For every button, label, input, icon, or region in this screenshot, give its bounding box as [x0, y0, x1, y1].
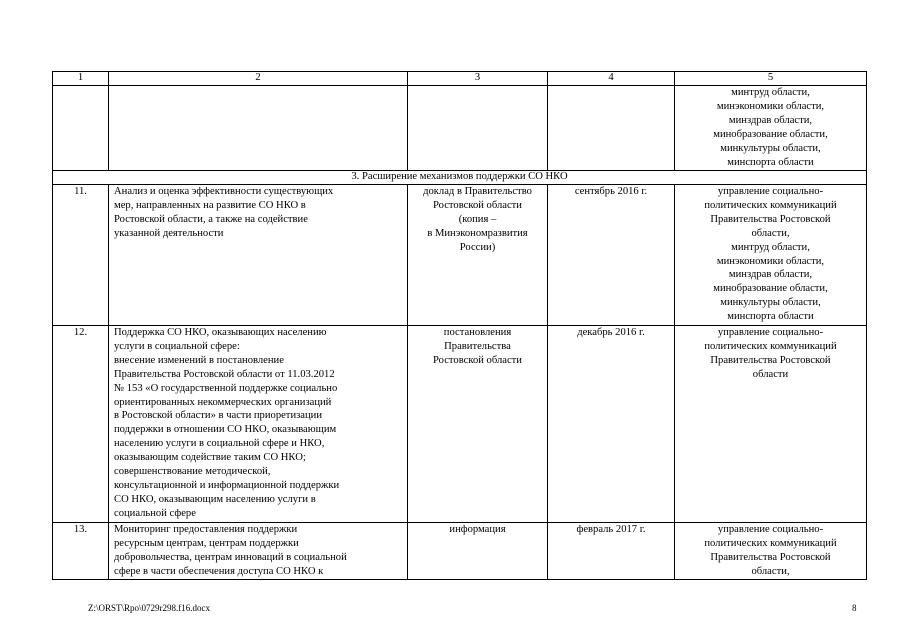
row-responsible: [675, 523, 867, 580]
text-line: области: [752, 368, 789, 380]
row-description: [109, 185, 408, 326]
plan-table: [52, 71, 867, 580]
continuation-row: [53, 86, 867, 171]
text-line: Анализ и оценка эффективности существующих: [114, 186, 334, 197]
cont-num-cell: [53, 86, 109, 171]
header-cell-5: 5: [675, 72, 867, 86]
text-line: в Ростовской области» в части приоретизации: [114, 410, 323, 422]
text-line: минкультуры области,: [720, 297, 821, 309]
text-line: минспорта области: [727, 311, 814, 323]
text-line: управление социально-: [717, 186, 824, 197]
row-number: 13.: [53, 523, 109, 580]
text-line: услуги в социальной сфере:: [114, 340, 240, 352]
row-number: 11.: [53, 185, 109, 326]
text-line: минздрав области,: [728, 114, 813, 126]
text-line: ориентированных некоммерческих организаций: [114, 396, 332, 408]
cont-result-cell: [408, 86, 548, 171]
text-line: добровольчества, центрам инноваций в социальной: [114, 551, 347, 563]
text-line: № 153 «О государственной поддержке социально: [114, 382, 338, 394]
text-line: минтруд области,: [731, 241, 810, 253]
table-header-row: [53, 72, 867, 86]
text-line: ресурсным центрам, центрам поддержки: [114, 537, 299, 549]
text-line: социальной сфере: [114, 507, 196, 519]
text-line: СО НКО, оказывающим населению услуги в: [114, 493, 316, 505]
row-result: [408, 326, 548, 523]
text-line: доклад в Правительство: [423, 186, 532, 197]
text-line: Правительства Ростовской: [710, 354, 831, 366]
row-date: февраль 2017 г.: [548, 523, 675, 580]
section-row: [53, 171, 867, 185]
text-line: Правительства Ростовской: [710, 551, 831, 563]
header-cell-3: 3: [408, 72, 548, 86]
text-line: информация: [449, 524, 506, 535]
text-line: управление социально-: [717, 327, 824, 338]
text-line: консультационной и информационной поддержки: [114, 479, 340, 491]
cont-date-cell: [548, 86, 675, 171]
text-line: населению услуги в социальной сфере и НКО,: [114, 438, 325, 450]
row-responsible: [675, 185, 867, 326]
header-cell-4: 4: [548, 72, 675, 86]
text-line: минтруд области,: [731, 87, 810, 98]
row-description: [109, 326, 408, 523]
text-line: указанной деятельности: [114, 227, 224, 239]
text-line: России): [459, 241, 496, 253]
header-cell-2: 2: [109, 72, 408, 86]
row-result: [408, 523, 548, 580]
text-line: политических коммуникаций: [704, 199, 837, 211]
text-line: Поддержка СО НКО, оказывающих населению: [114, 327, 327, 338]
text-line: Правительства Ростовской области от 11.03.2012: [114, 368, 335, 380]
text-line: области,: [751, 227, 790, 239]
cont-desc-cell: [109, 86, 408, 171]
footer-file-path: Z:\ORST\Rpo\0729r298.f16.docx: [88, 603, 210, 613]
text-line: постановления: [443, 327, 512, 338]
text-line: минкультуры области,: [720, 142, 821, 154]
table-row-13: [53, 523, 867, 580]
header-cell-1: 1: [53, 72, 109, 86]
text-line: внесение изменений в постановление: [114, 354, 284, 366]
text-line: (копия –: [458, 213, 497, 225]
text-line: Правительства: [444, 340, 511, 352]
table-row-11: [53, 185, 867, 326]
row-result: [408, 185, 548, 326]
text-line: поддержки в отношении СО НКО, оказывающим: [114, 424, 337, 436]
text-line: сфере в части обеспечения доступа СО НКО к: [114, 565, 324, 577]
section-title: 3. Расширение механизмов поддержки СО НКО: [53, 171, 867, 185]
text-line: минэкономики области,: [716, 100, 825, 112]
row-responsible: [675, 326, 867, 523]
text-line: управление социально-: [717, 524, 824, 535]
text-line: мер, направленных на развитие СО НКО в: [114, 199, 306, 211]
text-line: минэкономики области,: [716, 255, 825, 267]
text-line: минздрав области,: [728, 269, 813, 281]
row-date: сентябрь 2016 г.: [548, 185, 675, 326]
page-number: 8: [852, 603, 857, 613]
text-line: Правительства Ростовской: [710, 213, 831, 225]
text-line: Мониторинг предоставления поддержки: [114, 524, 298, 535]
text-line: оказывающим содействие таким СО НКО;: [114, 452, 306, 464]
text-line: Ростовской области: [433, 354, 522, 366]
text-line: политических коммуникаций: [704, 537, 837, 549]
text-line: минобразование области,: [713, 128, 828, 140]
row-number: 12.: [53, 326, 109, 523]
text-line: области,: [751, 565, 790, 577]
text-line: в Минэкономразвития: [427, 227, 528, 239]
text-line: Ростовской области, а также на содействие: [114, 213, 308, 225]
row-date: декабрь 2016 г.: [548, 326, 675, 523]
table-row-12: [53, 326, 867, 523]
text-line: Ростовской области: [433, 199, 522, 211]
cont-responsible-cell: [675, 86, 867, 171]
text-line: совершенствование методической,: [114, 466, 271, 478]
text-line: минобразование области,: [713, 283, 828, 295]
row-description: [109, 523, 408, 580]
text-line: политических коммуникаций: [704, 340, 837, 352]
text-line: минспорта области: [727, 156, 814, 168]
